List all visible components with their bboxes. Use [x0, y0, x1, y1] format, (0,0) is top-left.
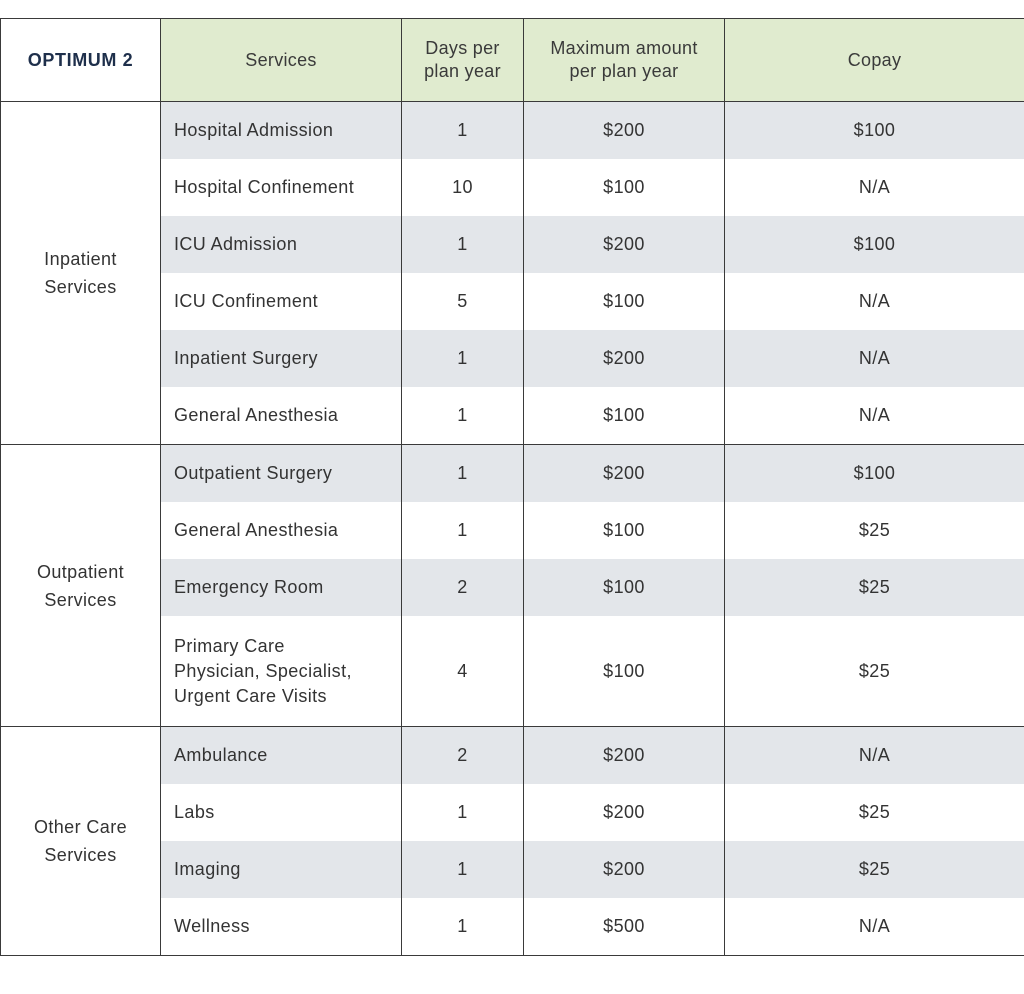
max-value: $200 — [524, 784, 725, 841]
days-value: 2 — [402, 727, 524, 785]
service-name: ICU Admission — [161, 216, 402, 273]
copay-value: N/A — [725, 330, 1024, 387]
benefits-table — [0, 18, 1024, 956]
days-value: 1 — [402, 102, 524, 160]
max-value: $200 — [524, 216, 725, 273]
copay-value: $25 — [725, 559, 1024, 616]
service-name-line1: Primary Care — [174, 635, 285, 656]
group-label-inpatient — [1, 102, 161, 445]
copay-value: N/A — [725, 727, 1024, 785]
days-value: 1 — [402, 841, 524, 898]
days-value: 5 — [402, 273, 524, 330]
days-value: 1 — [402, 784, 524, 841]
days-value: 10 — [402, 159, 524, 216]
service-name: Hospital Confinement — [161, 159, 402, 216]
plan-name-header: OPTIMUM 2 — [1, 19, 161, 102]
copay-value: N/A — [725, 898, 1024, 956]
copay-value: N/A — [725, 159, 1024, 216]
services-header: Services — [161, 19, 402, 102]
copay-value: $25 — [725, 616, 1024, 727]
max-value: $100 — [524, 559, 725, 616]
max-value: $200 — [524, 330, 725, 387]
days-value: 1 — [402, 330, 524, 387]
service-name: Ambulance — [161, 727, 402, 785]
service-name — [161, 616, 402, 727]
table-row — [1, 445, 1024, 503]
service-name: Labs — [161, 784, 402, 841]
service-name: Outpatient Surgery — [161, 445, 402, 503]
group-label-line1: Other Care — [33, 817, 128, 837]
group-label-line2: Services — [44, 845, 117, 865]
table-row — [1, 727, 1024, 785]
days-value: 1 — [402, 898, 524, 956]
group-label-line1: Inpatient — [44, 249, 117, 269]
header-row — [1, 19, 1024, 102]
service-name: ICU Confinement — [161, 273, 402, 330]
max-value: $100 — [524, 273, 725, 330]
service-name-line3: Urgent Care Visits — [174, 685, 327, 706]
days-value: 1 — [402, 502, 524, 559]
group-label-line2: Services — [44, 589, 117, 610]
max-value: $100 — [524, 159, 725, 216]
max-header-line2: per plan year — [569, 61, 679, 81]
table-row — [1, 102, 1024, 160]
group-label-other-care — [1, 727, 161, 956]
max-value: $200 — [524, 727, 725, 785]
max-value: $200 — [524, 841, 725, 898]
service-name: Wellness — [161, 898, 402, 956]
service-name: General Anesthesia — [161, 502, 402, 559]
group-label-line1: Outpatient — [36, 561, 125, 582]
copay-value: $100 — [725, 102, 1024, 160]
max-value: $200 — [524, 445, 725, 503]
max-header-line1: Maximum amount — [550, 38, 698, 58]
copay-value: $25 — [725, 784, 1024, 841]
days-value: 1 — [402, 445, 524, 503]
copay-header: Copay — [725, 19, 1024, 102]
copay-value: N/A — [725, 387, 1024, 445]
days-header-line2: plan year — [424, 61, 501, 81]
group-label-line2: Services — [44, 277, 117, 297]
service-name: General Anesthesia — [161, 387, 402, 445]
max-value: $500 — [524, 898, 725, 956]
max-value: $100 — [524, 616, 725, 727]
days-value: 2 — [402, 559, 524, 616]
days-value: 4 — [402, 616, 524, 727]
group-label-outpatient — [1, 445, 161, 727]
service-name: Imaging — [161, 841, 402, 898]
copay-value: $100 — [725, 445, 1024, 503]
copay-value: $25 — [725, 502, 1024, 559]
max-value: $100 — [524, 502, 725, 559]
service-name: Emergency Room — [161, 559, 402, 616]
max-value: $100 — [524, 387, 725, 445]
service-name: Inpatient Surgery — [161, 330, 402, 387]
copay-value: N/A — [725, 273, 1024, 330]
copay-value: $100 — [725, 216, 1024, 273]
copay-value: $25 — [725, 841, 1024, 898]
max-amount-header — [524, 19, 725, 102]
max-value: $200 — [524, 102, 725, 160]
service-name-line2: Physician, Specialist, — [174, 660, 352, 681]
days-value: 1 — [402, 387, 524, 445]
days-value: 1 — [402, 216, 524, 273]
benefits-table-container — [0, 18, 1024, 956]
days-header-line1: Days per — [425, 38, 500, 58]
days-header — [402, 19, 524, 102]
service-name: Hospital Admission — [161, 102, 402, 160]
